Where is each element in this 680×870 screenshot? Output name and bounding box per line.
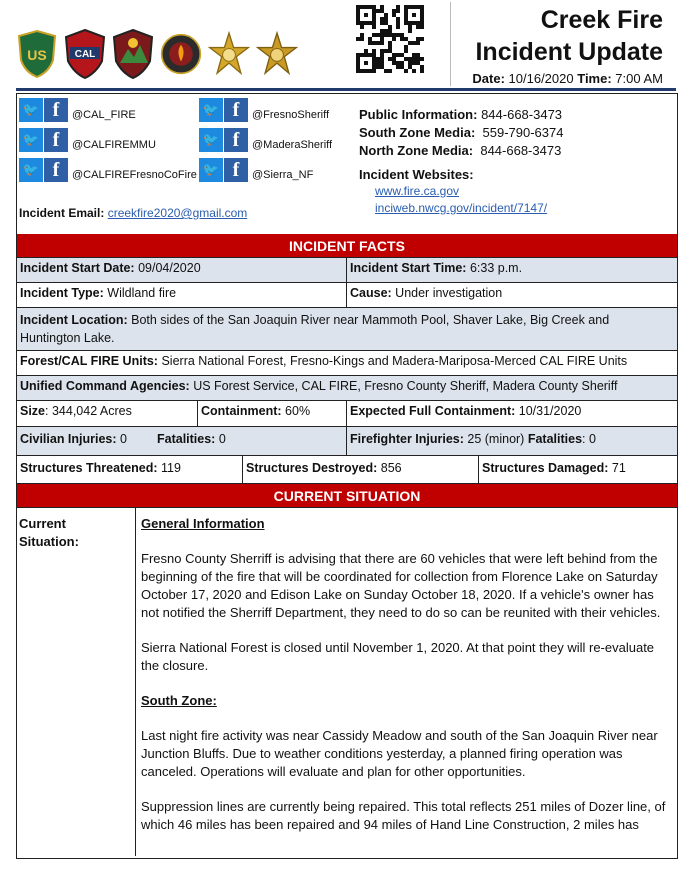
civilian-fatalities-label: Fatalities: — [157, 432, 216, 446]
facts-row-structures — [17, 456, 677, 484]
location-value: Both sides of the San Joaquin River near Mammoth Pool, Shaver Lake, Big Creek and Huntington Lake. — [20, 313, 610, 345]
facebook-icon: f — [224, 128, 248, 152]
facebook-icon: f — [44, 158, 68, 182]
date-value: 10/16/2020 — [508, 71, 574, 86]
damaged-value: 71 — [611, 461, 626, 475]
agencies-label: Unified Command Agencies: — [20, 379, 190, 393]
twitter-icon: 🐦 — [19, 128, 43, 152]
destroyed-label: Structures Destroyed: — [246, 461, 378, 475]
civilian-cell — [17, 427, 346, 455]
incident-websites — [359, 166, 547, 217]
facebook-icon: f — [44, 128, 68, 152]
firefighter-injuries-value: 25 (minor) — [467, 432, 525, 446]
social-handle: @Sierra_NF — [252, 169, 314, 181]
social-cal-fire[interactable] — [19, 98, 136, 122]
civilian-injuries-value: 0 — [120, 432, 127, 446]
facebook-icon: f — [224, 98, 248, 122]
type-value: Wildland fire — [107, 286, 177, 300]
twitter-icon: 🐦 — [19, 158, 43, 182]
qr-code-icon — [356, 5, 424, 73]
expected-value: 10/31/2020 — [518, 404, 582, 418]
situation-paragraph: Sierra National Forest is closed until November 1, 2020. At that point they will re-evaluate the closure. — [141, 640, 655, 673]
media-contacts — [359, 106, 563, 160]
facts-row-agencies — [17, 376, 677, 401]
madera-sheriff-star-icon — [256, 27, 298, 81]
nrcs-management-logo-icon — [160, 27, 202, 81]
threatened-label: Structures Threatened: — [20, 461, 158, 475]
destroyed-value: 856 — [380, 461, 402, 475]
social-handle: @FresnoSheriff — [252, 109, 329, 121]
threatened-cell — [17, 456, 242, 483]
facts-row-injuries — [17, 427, 677, 456]
start-time-cell — [346, 258, 677, 282]
current-situation-heading: CURRENT SITUATION — [17, 484, 677, 508]
situation-paragraph: Fresno County Sherriff is advising that there are 60 vehicles that were left behind from the beginning of the fire that will be coordinated for collection from Florence Lake on Saturday October 17, 2020 and Edison Lake on Sunday October 18, 2020. If a vehicle's owner has not notified the Sherriff Department, they need to do so can be reunited with their vehicles. — [141, 551, 661, 620]
social-handle: @CALFIREMMU — [72, 139, 156, 151]
north-media-phone: 844-668-3473 — [480, 143, 562, 158]
twitter-icon: 🐦 — [199, 128, 223, 152]
situation-column-divider — [135, 508, 136, 856]
email-link[interactable]: creekfire2020@gmail.com — [107, 206, 248, 220]
svg-text:US: US — [27, 47, 47, 63]
incident-facts-heading: INCIDENT FACTS — [17, 234, 677, 258]
header-divider — [16, 88, 676, 91]
expected-containment-cell — [346, 401, 677, 426]
social-madera-sheriff[interactable] — [199, 128, 332, 152]
start-date-value: 09/04/2020 — [138, 261, 201, 275]
size-label: Size — [20, 404, 46, 418]
firefighter-fatalities-value: : 0 — [582, 432, 596, 446]
units-label: Forest/CAL FIRE Units: — [20, 354, 158, 368]
svg-text:CAL: CAL — [74, 49, 96, 60]
title-block — [450, 2, 669, 86]
destroyed-cell — [242, 456, 478, 483]
start-date-cell — [17, 258, 346, 282]
situation-body — [141, 515, 671, 851]
situation-paragraph: Suppression lines are currently being repaired. This total reflects 251 miles of Dozer line, of which 46 miles has been repaired and 94 miles of Hand Line Construction, 2 miles has — [141, 799, 666, 832]
damaged-cell — [478, 456, 677, 483]
title-line-1: Creek Fire — [540, 6, 663, 34]
social-fresno-sheriff[interactable] — [199, 98, 329, 122]
threatened-value: 119 — [161, 461, 181, 475]
time-label: Time: — [577, 71, 612, 86]
website-link-fire-ca-gov[interactable]: www.fire.ca.gov — [375, 184, 460, 198]
current-situation-label: Current Situation: — [19, 516, 79, 549]
containment-cell — [197, 401, 346, 426]
civilian-injuries-label: Civilian Injuries: — [20, 432, 117, 446]
social-sierra-nf[interactable] — [199, 158, 313, 182]
social-handle: @CALFIREFresnoCoFire — [72, 169, 197, 181]
south-zone-heading: South Zone: — [141, 693, 217, 708]
north-media-label: North Zone Media: — [359, 143, 474, 158]
facebook-icon: f — [44, 98, 68, 122]
cause-label: Cause: — [350, 286, 392, 300]
cal-fire-mmu-logo-icon — [112, 27, 154, 81]
social-handle: @MaderaSheriff — [252, 139, 333, 151]
type-cell — [17, 283, 346, 307]
size-cell — [17, 401, 197, 426]
contact-section — [17, 94, 677, 235]
facts-row-location — [17, 308, 677, 351]
facts-row-start — [17, 258, 677, 283]
title-line-2: Incident Update — [475, 38, 663, 66]
cause-cell — [346, 283, 677, 307]
location-cell — [17, 308, 667, 350]
facts-row-size — [17, 401, 677, 427]
forest-service-shield-icon — [16, 27, 58, 81]
social-cal-fire-mmu[interactable] — [19, 128, 156, 152]
facts-row-type — [17, 283, 677, 308]
fresno-sheriff-star-icon — [208, 27, 250, 81]
firefighter-fatalities-label: Fatalities — [527, 432, 583, 446]
expected-label: Expected Full Containment: — [350, 404, 516, 418]
agencies-cell — [17, 376, 677, 400]
social-handle: @CAL_FIRE — [72, 109, 136, 121]
public-info-label: Public Information: — [359, 107, 478, 122]
twitter-icon: 🐦 — [199, 158, 223, 182]
date-time-line — [451, 71, 663, 86]
containment-value: 60% — [285, 404, 311, 418]
south-media-label: South Zone Media: — [359, 125, 476, 140]
firefighter-injuries-label: Firefighter Injuries: — [350, 432, 464, 446]
time-value: 7:00 AM — [615, 71, 663, 86]
date-label: Date: — [472, 71, 505, 86]
containment-label: Containment: — [201, 404, 282, 418]
civilian-fatalities-value: 0 — [218, 432, 226, 446]
damaged-label: Structures Damaged: — [482, 461, 609, 475]
cause-value: Under investigation — [395, 286, 503, 300]
agencies-value: US Forest Service, CAL FIRE, Fresno County Sheriff, Madera County Sheriff — [193, 379, 618, 393]
email-label: Incident Email: — [19, 206, 105, 220]
start-time-value: 6:33 p.m. — [469, 261, 523, 275]
websites-label: Incident Websites: — [359, 167, 474, 182]
south-media-phone: 559-790-6374 — [482, 125, 564, 140]
twitter-icon: 🐦 — [19, 98, 43, 122]
website-link-inciweb[interactable]: inciweb.nwcg.gov/incident/7147/ — [375, 201, 548, 215]
public-info-phone: 844-668-3473 — [481, 107, 563, 122]
start-date-label: Incident Start Date: — [20, 261, 135, 275]
size-value: : 344,042 Acres — [45, 404, 132, 418]
start-time-label: Incident Start Time: — [350, 261, 467, 275]
twitter-icon: 🐦 — [199, 98, 223, 122]
cal-fire-logo-icon — [64, 27, 106, 81]
incident-email — [19, 206, 247, 220]
units-cell — [17, 351, 677, 375]
units-value: Sierra National Forest, Fresno-Kings and Madera-Mariposa-Merced CAL FIRE Units — [161, 354, 628, 368]
social-cal-fire-fresno[interactable] — [19, 158, 197, 182]
type-label: Incident Type: — [20, 286, 104, 300]
facts-row-units — [17, 351, 677, 376]
firefighter-cell — [346, 427, 677, 455]
location-label: Incident Location: — [20, 313, 128, 327]
general-information-heading: General Information — [141, 516, 265, 531]
incident-update-table — [16, 93, 678, 859]
facebook-icon: f — [224, 158, 248, 182]
agency-logos — [16, 24, 298, 84]
situation-paragraph: Last night fire activity was near Cassidy Meadow and south of the San Joaquin River near Junction Bluffs. Due to weather conditions yesterday, a planned firing operation was canceled. Operations will evaluate and plan for other opportunities. — [141, 728, 658, 779]
